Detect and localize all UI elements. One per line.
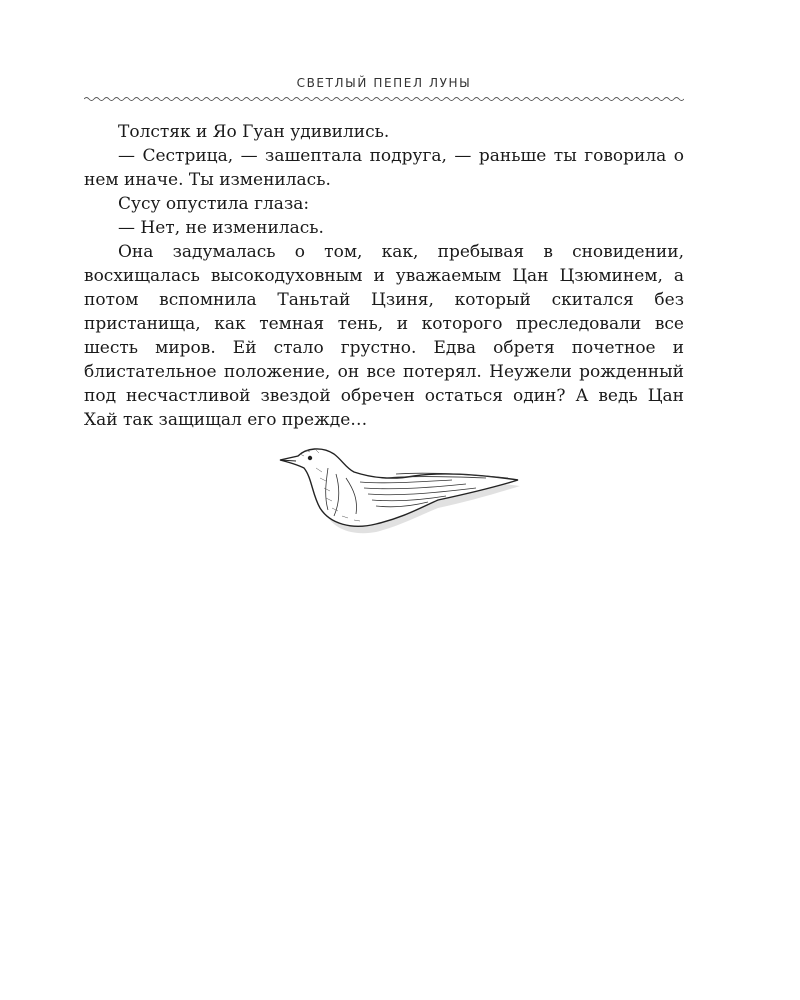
paragraph-3: Сусу опустила глаза: [118,194,310,214]
paragraph-4: — Нет, не изменилась. [118,218,324,238]
bird-eye [308,456,312,460]
wavy-rule-divider [84,96,684,102]
running-title: СВЕТЛЫЙ ПЕПЕЛ ЛУНЫ [296,76,472,90]
paragraph-2: — Сестрица, — зашептала подруга, — раньше ты говорила о нем иначе. Ты изменилась. [84,146,684,190]
bird-icon [276,438,526,534]
paragraph-1: Толстяк и Яо Гуан удивились. [118,122,390,142]
paragraph-5: Она задумалась о том, как, пребывая в сновидении, восхищалась высокодуховным и уважаемым Цан Цзюминем, а потом вспомнила Таньтай Цзиня, который скитался без пристанища, как темная тень, и которого преследовали все шесть миров. Ей стало грустно. Едва обретя почетное и блистательное положение, он все потерял. Неужели рожденный под несчастливой звездой обречен остаться один? А ведь Цан Хай так защищал его прежде… [84,242,684,430]
bird-body [280,449,518,526]
text-body [84,120,684,432]
